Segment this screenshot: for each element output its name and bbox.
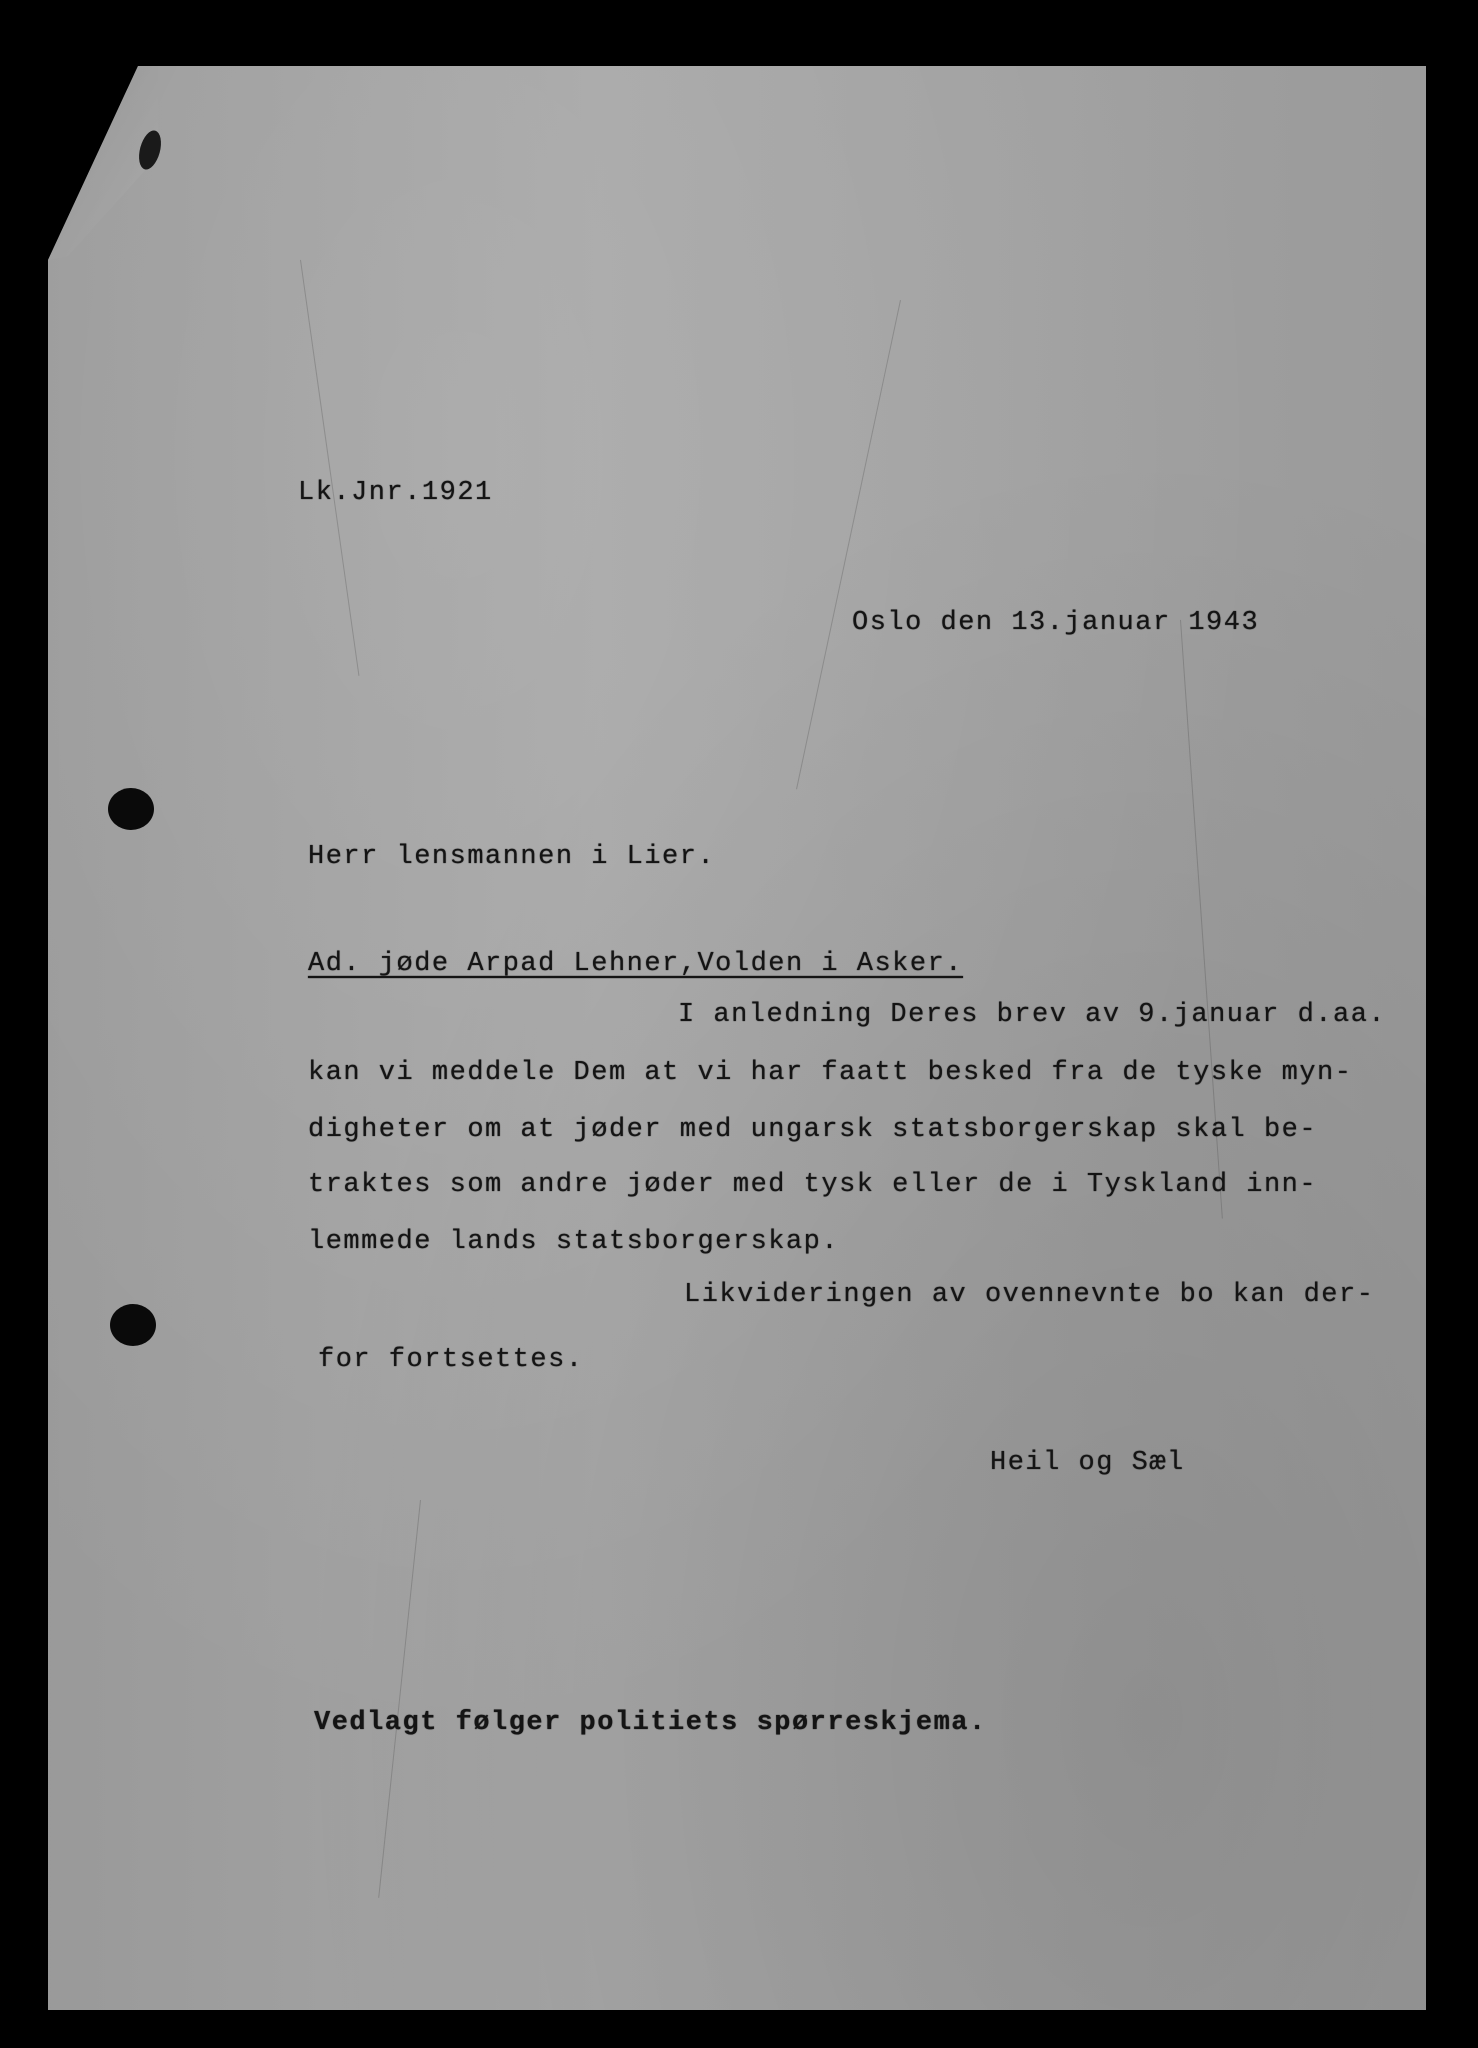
place-and-date: Oslo den 13.januar 1943 [852,608,1260,638]
subject-line: Ad. jøde Arpad Lehner,Volden i Asker. [308,949,963,979]
body-line: for fortsettes. [318,1345,584,1375]
body-line: kan vi meddele Dem at vi har faatt besked fra de tyske myn- [308,1058,1353,1088]
body-line: lemmede lands statsborgerskap. [308,1227,840,1257]
body-line: Likvideringen av ovennevnte bo kan der- [684,1280,1375,1310]
punch-hole-top [108,788,154,830]
addressee: Herr lensmannen i Lier. [308,842,716,872]
body-line: I anledning Deres brev av 9.januar d.aa. [678,1000,1387,1030]
enclosure-note: Vedlagt følger politiets spørreskjema. [314,1708,987,1738]
journal-reference: Lk.Jnr.1921 [298,478,493,508]
closing-salutation: Heil og Sæl [990,1448,1185,1478]
body-line: traktes som andre jøder med tysk eller de i Tyskland inn- [308,1170,1318,1200]
body-line: digheter om at jøder med ungarsk statsborgerskap skal be- [308,1115,1318,1145]
punch-hole-bottom [110,1304,156,1346]
